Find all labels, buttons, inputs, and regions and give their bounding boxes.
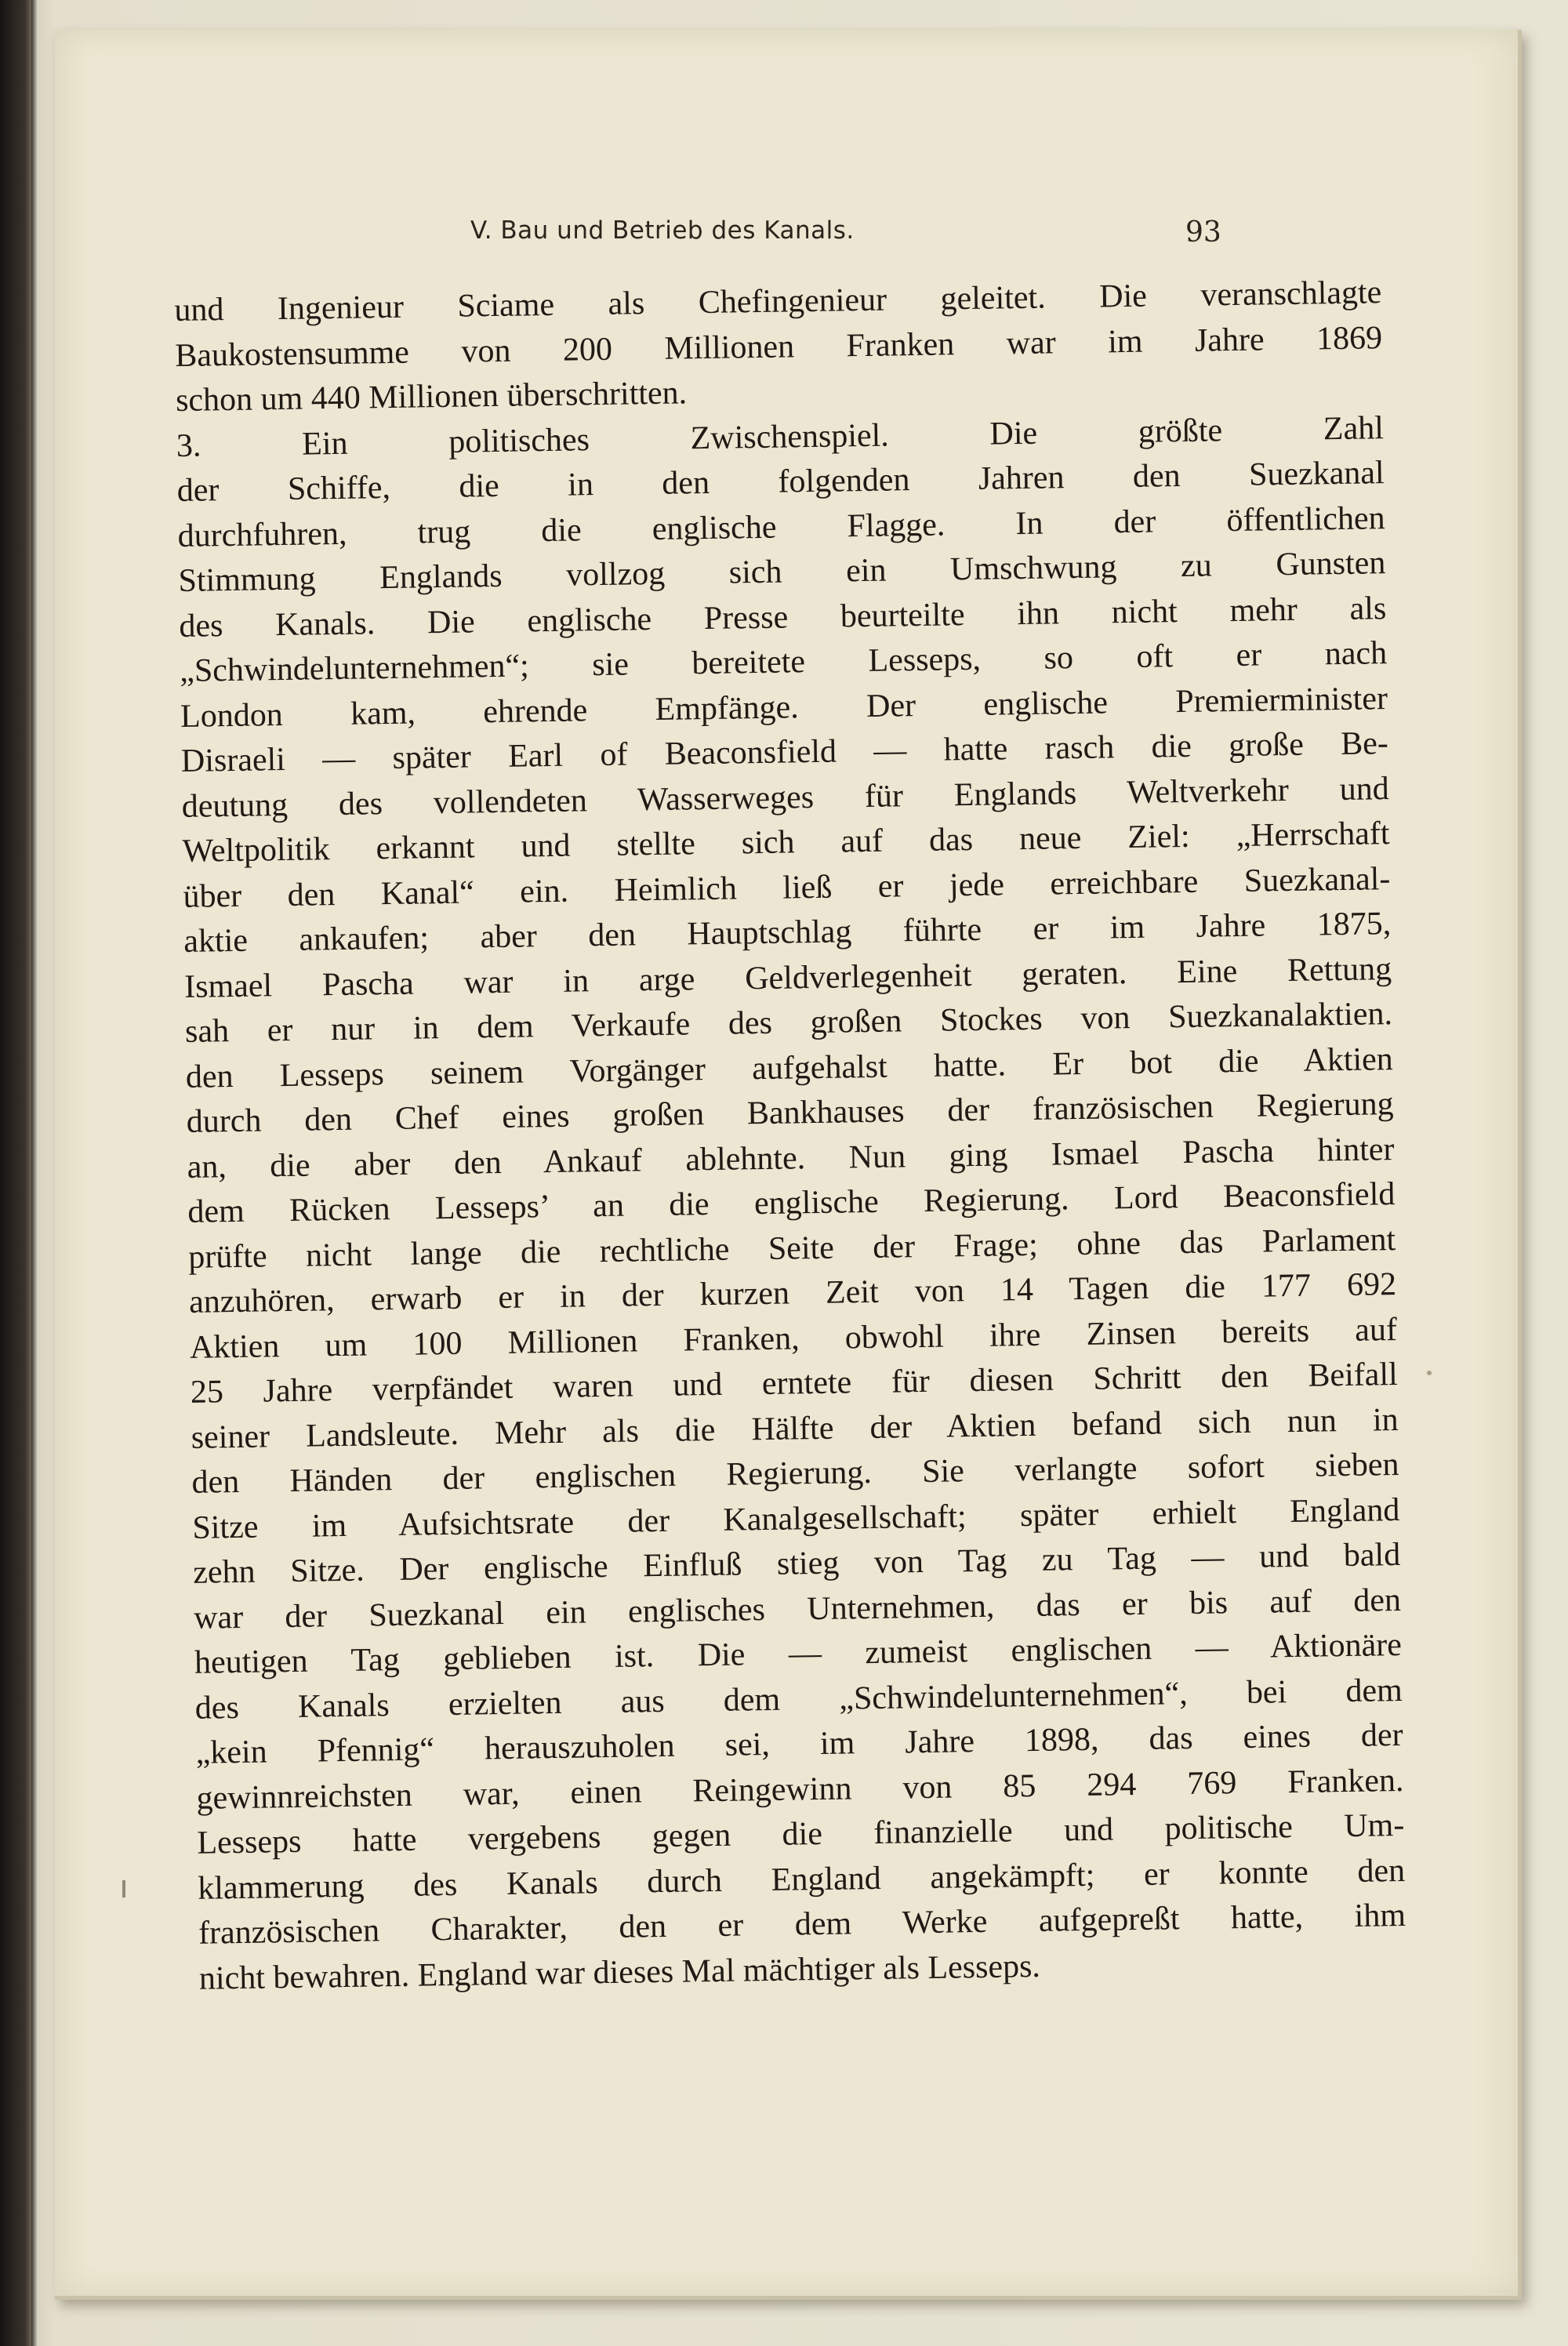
text-line: aktie ankaufen; aber den Hauptschlag führte er im Jahre 1875, <box>183 906 1392 960</box>
text-line: 3. Ein politisches Zwischenspiel. Die größte Zahl <box>176 409 1385 464</box>
text-line: gewinnreichsten war, einen Reingewinn von 85 294 769 Franken. <box>196 1762 1404 1817</box>
text-line: Ismael Pascha war in arge Geldverlegenheit geraten. Eine Rettung <box>183 950 1392 1005</box>
text-line: Lesseps hatte vergebens gegen die finanzielle und politische Um- <box>197 1807 1405 1861</box>
text-line: sah er nur in dem Verkaufe des großen Stockes von Suezkanalaktien. <box>184 996 1393 1050</box>
text-line: Disraeli — später Earl of Beaconsfield — hatte rasch die große Be- <box>180 725 1389 779</box>
text-line: deutung des vollendeten Wasserweges für Englands Weltverkehr und <box>181 770 1389 825</box>
text-line: schon um 440 Millionen überschritten. <box>175 375 688 419</box>
paper-stain <box>1427 1371 1432 1375</box>
text-line: seiner Landsleute. Mehr als die Hälfte der Aktien befand sich nun in <box>191 1401 1399 1456</box>
text-line: „Schwindelunternehmen“; sie bereitete Lesseps, so oft er nach <box>179 635 1388 689</box>
text-line: zehn Sitze. Der englische Einfluß stieg von Tag zu Tag — und bald <box>192 1536 1401 1591</box>
text-line: Baukostensumme von 200 Millionen Franken war im Jahre 1869 <box>174 319 1383 374</box>
text-line: Aktien um 100 Millionen Franken, obwohl ihre Zinsen bereits auf <box>189 1311 1398 1366</box>
page-number: 93 <box>1185 216 1221 249</box>
text-line: „kein Pfennig“ herauszuholen sei, im Jahre 1898, das eines der <box>195 1716 1403 1771</box>
text-line: und Ingenieur Sciame als Chefingenieur geleitet. Die veranschlagte <box>174 274 1382 329</box>
text-line: an, die aber den Ankauf ablehnte. Nun ging Ismael Pascha hinter <box>187 1131 1395 1186</box>
text-line: 25 Jahre verpfändet waren und erntete für diesen Schritt den Beifall <box>190 1356 1399 1411</box>
text-line: nicht bewahren. England war dieses Mal mächtiger als Lesseps. <box>198 1948 1041 1997</box>
text-line: prüfte nicht lange die rechtliche Seite der Frage; ohne das Parlament <box>187 1221 1396 1276</box>
text-line: war der Suezkanal ein englisches Unternehmen, das er bis auf den <box>193 1582 1402 1636</box>
book-page <box>55 30 1522 2300</box>
text-line: anzuhören, erwarb er in der kurzen Zeit von 14 Tagen die 177 692 <box>188 1266 1397 1320</box>
text-line: des Kanals erzielten aus dem „Schwindelunternehmen“, bei dem <box>194 1672 1403 1727</box>
text-line: des Kanals. Die englische Presse beurteilte ihn nicht mehr als <box>179 590 1387 645</box>
text-line: durch den Chef eines großen Bankhauses der französischen Regierung <box>186 1086 1394 1140</box>
text-line: Stimmung Englands vollzog sich ein Umschwung zu Gunsten <box>178 545 1386 599</box>
text-line: über den Kanal“ ein. Heimlich ließ er jede erreichbare Suezkanal- <box>183 860 1391 915</box>
text-line: der Schiffe, die in den folgenden Jahren den Suezkanal <box>176 455 1385 509</box>
text-line: dem Rücken Lesseps’ an die englische Regierung. Lord Beaconsfield <box>187 1176 1396 1230</box>
text-line: heutigen Tag geblieben ist. Die — zumeist englischen — Aktionäre <box>194 1626 1403 1681</box>
text-line: Sitze im Aufsichtsrate der Kanalgesellschaft; später erhielt England <box>192 1491 1400 1546</box>
text-line: den Lesseps seinem Vorgänger aufgehalst hatte. Er bot die Aktien <box>185 1040 1394 1095</box>
margin-mark <box>122 1880 125 1898</box>
book-spine-edge <box>0 0 31 2346</box>
text-line: Weltpolitik erkannt und stellte sich auf das neue Ziel: „Herrschaft <box>182 815 1390 870</box>
text-line: klammerung des Kanals durch England angekämpft; er konnte den <box>197 1852 1406 1907</box>
chapter-title: V. Bau und Betrieb des Kanals. <box>470 216 855 245</box>
text-line: den Händen der englischen Regierung. Sie verlangte sofort sieben <box>191 1446 1399 1501</box>
text-line: durchfuhren, trug die englische Flagge. In der öffentlichen <box>177 499 1385 554</box>
body-text <box>174 271 1406 2002</box>
text-line: französischen Charakter, den er dem Werke aufgepreßt hatte, ihm <box>198 1897 1406 1952</box>
text-line: London kam, ehrende Empfänge. Der englische Premierminister <box>180 680 1388 735</box>
